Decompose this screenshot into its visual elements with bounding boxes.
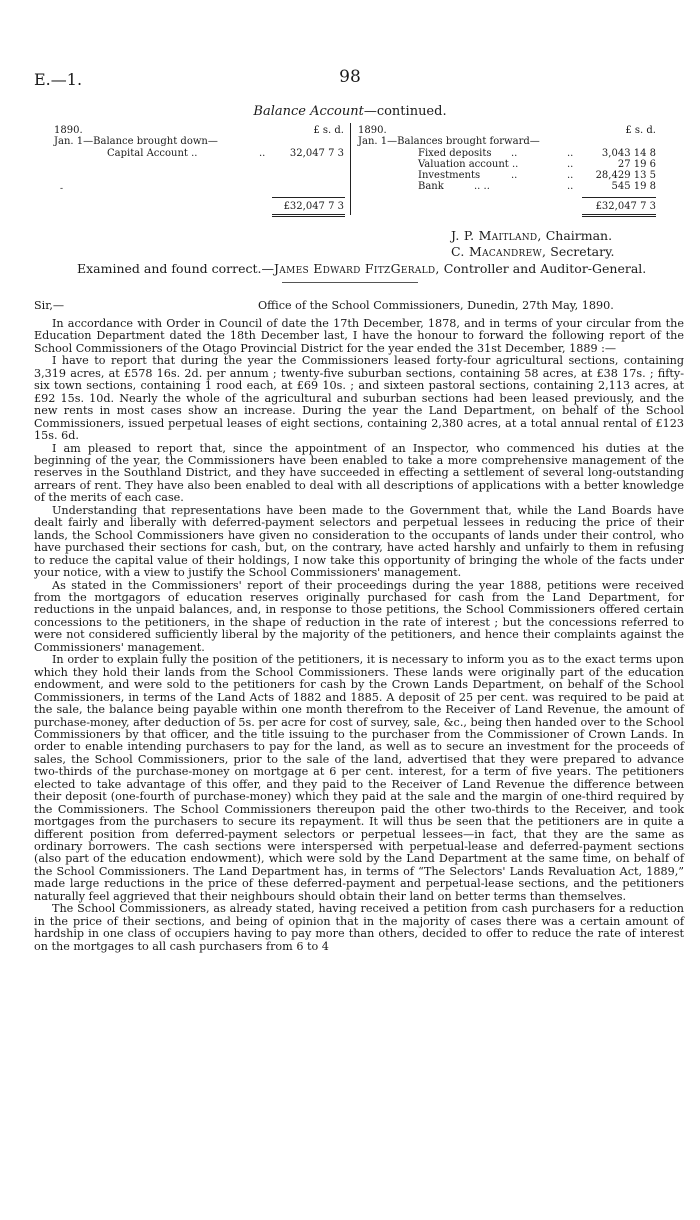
item-investments-dots-2: .. [567, 170, 574, 181]
paragraph-2: I have to report that during the year the Commissioners leased forty-four agricultural sections, containing 3,319 acres, at £578 16s. 2d. per annum ; twenty-five suburban sections, containing 58 acres, at £38 17s. ; fifty-six town sections, containing 1 rood each, at £69 10s. ; and sixteen pastoral sections, containing 2,113 acres, at £92 15s. 10d. Nearly the whole of the agricultural and suburban sections had been leased previously, and the new rents in most cases show an increase. During the year the Land Department, on behalf of the School Commissioners, issued perpetual leases of eight sections, containing 2,380 acres, at a total annual rental of £123 15s. 6d. [34, 354, 684, 443]
salutation: Sir,— [34, 299, 65, 312]
auditor-title: Controller and Auditor-General. [443, 261, 647, 276]
paragraph-5: As stated in the Commissioners' report of their proceedings during the year 1888, petitions were received from the mortgagors of education reserves originally purchased for cash from the Land Department, for reductions in the unpaid balances, and, in response to those petitions, the School Commissioners offered certain concessions to the petitioners, in the shape of reduction in the rate of interest ; but the concessions referred to were not considered sufficiently liberal by the majority of the petitioners, and hence their complaints against the Commissioners' management. [34, 578, 684, 654]
item-bank-dots: .. .. [474, 181, 490, 192]
item-investments-dots: .. [511, 170, 518, 181]
item-valuation-dots: .. [567, 159, 574, 170]
left-total-rule-top [272, 197, 345, 198]
paragraph-4: Understanding that representations have been made to the Government that, while the Land Boards have dealt fairly and liberally with deferred-payment selectors and perpetual lessees in reducing the price of their lands, the School Commissioners have given no consideration to the occupants of lands under their control, who have purchased their sections for cash, but, on the contrary, have acted harshly and unfairly to them in refusing to reduce the capital value of their holdings, I now take this opportunity of bringing the whole of the facts under your notice, with a view to justify the School Commissioners' management. [34, 503, 684, 580]
stray-mark: - [60, 184, 64, 194]
item-fixed-deposits-dots-2: .. [567, 148, 574, 159]
balance-title-italic: Balance Account [253, 104, 364, 119]
left-year: 1890. [54, 125, 83, 136]
right-total-rule-2 [582, 216, 656, 217]
paragraph-7: The School Commissioners, as already stated, having received a petition from cash purchasers for a reduction in the price of their sections, and being of opinion that in the majority of cases there was a certain amount of hardship in one class of occupiers having to pay more than others, decided to offer to reduce the rate of interest on the mortgages to all cash purchasers from 6 to 4 [34, 902, 684, 953]
column-divider [350, 123, 351, 215]
left-line-1: Jan. 1—Balance brought down— [54, 136, 218, 147]
letter-address-line [34, 300, 684, 318]
audit-prefix: Examined and found correct.— [77, 261, 274, 276]
right-total-rule-1 [582, 214, 656, 215]
right-year: 1890. [358, 125, 387, 136]
document-reference: E.—1. [34, 70, 83, 89]
secretary-signature [451, 244, 614, 259]
item-fixed-deposits-label: Fixed deposits [418, 148, 492, 159]
office-line: Office of the School Commissioners, Dunedin, 27th May, 1890. [258, 299, 614, 312]
paragraph-3: I am pleased to report that, since the appointment of an Inspector, who commenced his duties at the beginning of the year, the Commissioners have been enabled to take a more comprehensive management of the reserves in the Southland District, and they have succeeded in effecting a settlement of several long-outstanding arrears of rent. They have also been enabled to deal with all descriptions of applications with a better knowledge of the merits of each case. [34, 441, 684, 505]
left-line-2: Capital Account .. [107, 148, 198, 159]
item-fixed-deposits-dots: .. [511, 148, 518, 159]
secretary-title: Secretary. [550, 244, 615, 259]
left-currency-header: £ s. d. [313, 125, 344, 136]
secretary-name: C. Macandrew, [451, 244, 547, 259]
item-valuation-label: Valuation account .. [418, 159, 519, 170]
right-total: £32,047 7 3 [595, 201, 656, 212]
balance-title-rest: —continued. [363, 104, 447, 119]
item-bank-dots-2: .. [567, 181, 574, 192]
item-investments-label: Investments [418, 170, 481, 181]
item-fixed-deposits-amount: 3,043 14 8 [601, 148, 656, 159]
auditor-name: James Edward FitzGerald, [273, 261, 440, 276]
item-investments-amount: 28,429 13 5 [595, 170, 656, 181]
page-number: 98 [339, 67, 361, 87]
right-total-rule-top [582, 197, 656, 198]
left-total-rule-2 [272, 216, 345, 217]
left-dots: .. [259, 148, 266, 159]
item-bank-label: Bank [418, 181, 444, 192]
item-bank-amount: 545 19 8 [611, 181, 656, 192]
item-valuation-amount: 27 19 6 [617, 159, 656, 170]
right-currency-header: £ s. d. [625, 125, 656, 136]
left-amount: 32,047 7 3 [289, 148, 344, 159]
chairman-name: J. P. Maitland, [451, 228, 542, 243]
left-total: £32,047 7 3 [283, 201, 344, 212]
chairman-signature [451, 228, 612, 243]
balance-account-title [0, 104, 700, 119]
audit-line [77, 261, 646, 276]
letter-body [34, 300, 684, 953]
left-total-rule-1 [272, 214, 345, 215]
section-separator [282, 282, 418, 283]
paragraph-1: In accordance with Order in Council of date the 17th December, 1878, and in terms of your circular from the Education Department dated the 18th December last, I have the honour to forward the following report of the School Commissioners of the Otago Provincial District for the year ended the 31st December, 1889 :— [34, 317, 684, 355]
chairman-title: Chairman. [545, 228, 613, 243]
right-line-1: Jan. 1—Balances brought forward— [358, 136, 540, 147]
paragraph-6: In order to explain fully the position of the petitioners, it is necessary to inform you as to the exact terms upon which they hold their lands from the School Commissioners. These lands were originally part of the education endowment, and were sold to the petitioners for cash by the Crown Lands Department, on behalf of the School Commissioners, in terms of the Land Acts of 1882 and 1885. A deposit of 25 per cent. was required to be paid at the sale, the balance being payable within one month therefrom to the Receiver of Land Revenue, the amount of purchase-money, after deduction of 5s. per acre for cost of survey, sale, &c., being then handed over to the School Commissioners by that officer, and the title issuing to the purchaser from the Commissioner of Crown Lands. In order to enable intending purchasers to pay for the land, as well as to secure an investment for the proceeds of sales, the School Commissioners, prior to the sale of the land, advertised that they were prepared to advance two-thirds of the purchase-money on mortgage at 6 per cent. interest, for a term of five years. The petitioners elected to take advantage of this offer, and they paid to the Receiver of Land Revenue the difference between their deposit (one-fourth of purchase-money) which they paid at the sale and the margin of one-third required by the Commissioners. The School Commissioners thereupon paid the other two-thirds to the Receiver, and took mortgages from the purchasers to secure its repayment. It will thus be seen that the petitioners are in quite a different position from deferred-payment selectors or perpetual lessees—in fact, that they are the same as ordinary borrowers. The cash sections were interspersed with perpetual-lease and deferred-payment sections (also part of the education endowment), which were sold by the Land Department at the same time, on behalf of the School Commissioners. The Land Department has, in terms of “The Selectors' Lands Revaluation Act, 1889,” made large reductions in the price of these deferred-payment and perpetual-lease sections, and the petitioners naturally feel aggrieved that their neighbours should obtain their land on better terms than themselves. [34, 653, 684, 903]
